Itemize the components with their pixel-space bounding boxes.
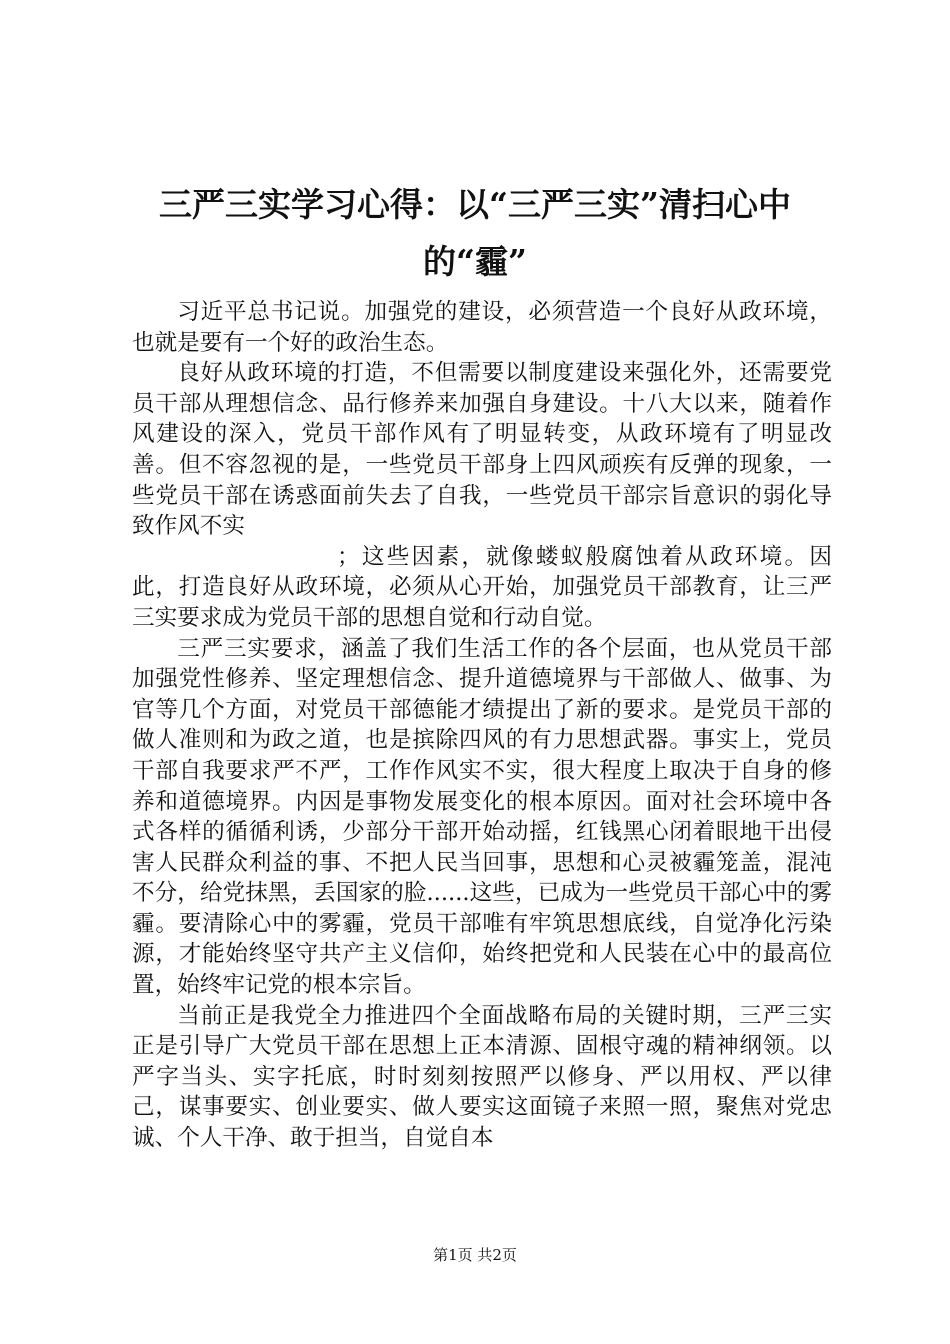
paragraph-1: 习近平总书记说。加强党的建设，必须营造一个良好从政环境，也就是要有一个好的政治生态。 — [132, 299, 832, 356]
page-number: 第1页 共2页 — [433, 1246, 517, 1264]
paragraph-2-continued — [132, 542, 832, 634]
paragraph-4: 当前正是我党全力推进四个全面战略布局的关键时期，三严三实正是引导广大党员干部在思想上正本清源、固根守魂的精神纲领。以严字当头、实字托底，时时刻刻按照严以修身、严以用权、严以律己，谋事要实、创业要实、做人要实这面镜子来照一照，聚焦对党忠诚、个人干净、敢于担当，自觉自本 — [132, 1002, 832, 1152]
document-title: 三严三实学习心得：以“三严三实”清扫心中的“霾” — [159, 185, 791, 281]
paragraph-3: 三严三实要求，涵盖了我们生活工作的各个层面，也从党员干部加强党性修养、坚定理想信念、提升道德境界与干部做人、做事、为官等几个方面，对党员干部德能才绩提出了新的要求。是党员干部的做人准则和为政之道，也是摈除四风的有力思想武器。事实上，党员干部自我要求严不严，工作作风实不实，很大程度上取决于自身的修养和道德境界。内因是事物发展变化的根本原因。面对社会环境中各式各样的循循利诱，少部分干部开始动摇，红钱黑心闭着眼地干出侵害人民群众利益的事、不把人民当回事，思想和心灵被霾笼盖，混沌不分，给党抹黑，丢国家的脸......这些，已成为一些党员干部心中的雾霾。要清除心中的雾霾，党员干部唯有牢筑思想底线，自觉净化污染源，才能始终坚守共产主义信仰，始终把党和人民装在心中的最高位置，始终牢记党的根本宗旨。 — [132, 635, 832, 999]
paragraph-2: 良好从政环境的打造，不但需要以制度建设来强化外，还需要党员干部从理想信念、品行修养来加强自身建设。十八大以来，随着作风建设的深入，党员干部作风有了明显转变，从政环境有了明显改善。但不容忽视的是，一些党员干部身上四风顽疾有反弹的现象，一些党员干部在诱惑面前失去了自我，一些党员干部宗旨意识的弱化导致作风不实 — [132, 360, 832, 540]
paragraph-2-continued-text: ；这些因素，就像蝼蚁般腐蚀着从政环境。因此，打造良好从政环境，必须从心开始，加强党员干部教育，让三严三实要求成为党员干部的思想自觉和行动自觉。 — [132, 543, 832, 631]
document-body — [132, 297, 832, 1154]
